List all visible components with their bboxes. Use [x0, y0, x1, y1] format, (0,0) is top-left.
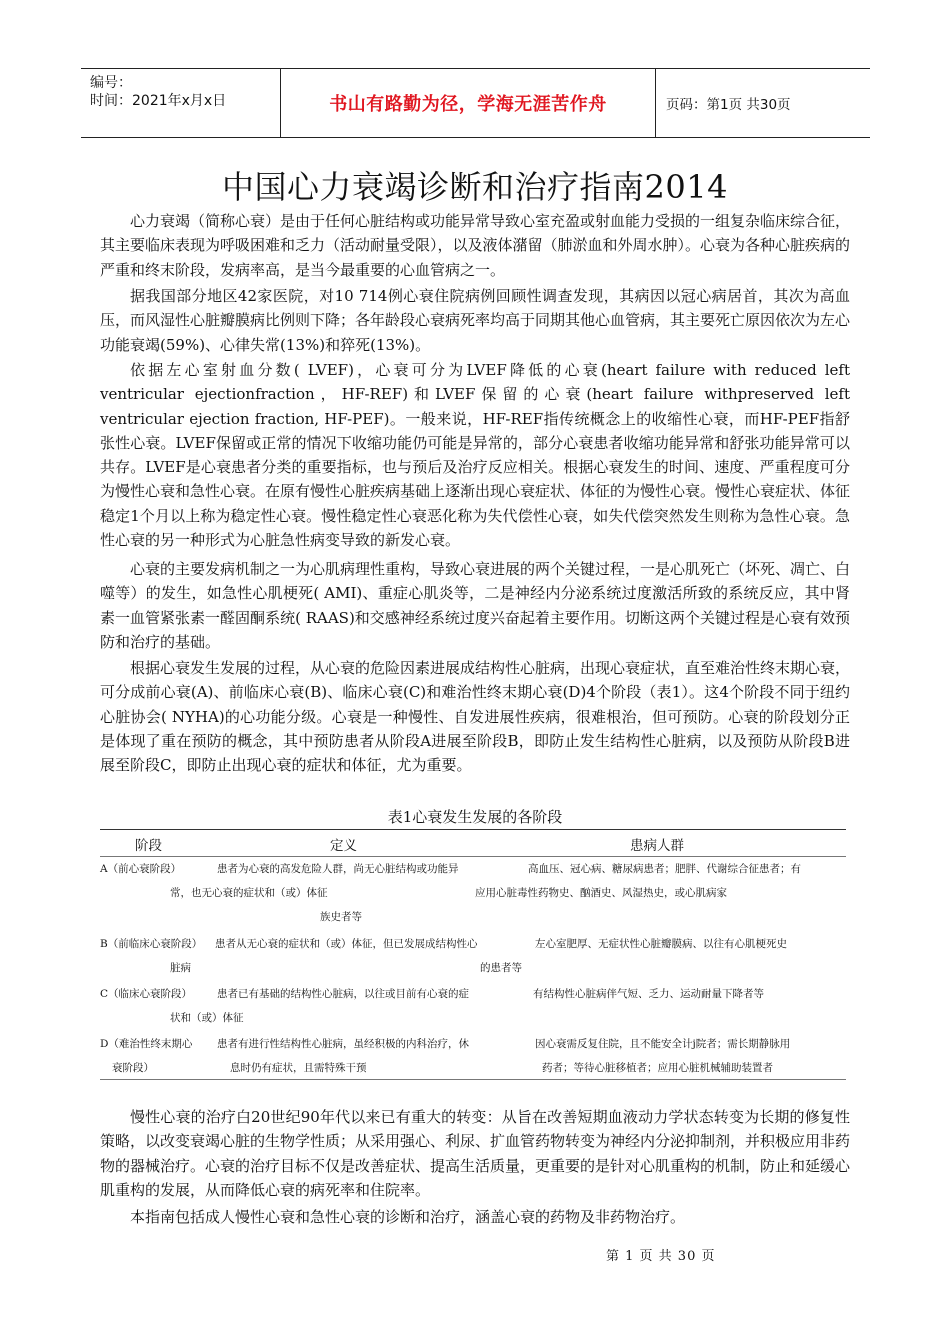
page-header: [81, 68, 870, 138]
document-title: 中国心力衰竭诊断和治疗指南2014: [222, 168, 728, 206]
paragraph-3: 依据左心室射血分数( LVEF)，心衰可分为LVEF降低的心衰(heart failure with reduced left ventricular ejectionfraction，HF-REF)和LVEF保留的心衰(heart failure withpreserved left ventricular ejection fraction, HF-PEF)。一般来说，HF-REF指传统概念上的收缩性心衰，而HF-PEF指舒张性心衰。LVEF保留或正常的情况下收缩功能仍可能是异常的，部分心衰患者收缩功能异常和舒张功能异常可以共存。LVEF是心衰患者分类的重要指标，也与预后及治疗反应相关。根据心衰发生的时间、速度、严重程度可分为慢性心衰和急性心衰。在原有慢性心脏疾病基础上逐渐出现心衰症状、体征的为慢性心衰。慢性心衰症状、体征稳定1个月以上称为稳定性心衰。慢性稳定性心衰恶化称为失代偿性心衰，如失代偿突然发生则称为急性心衰。急性心衰的另一种形式为心脏急性病变导致的新发心衰。: [100, 361, 851, 550]
cell-population-cont: 药者；等待心脏移植者；应用心脏机械辅助装置者: [542, 1062, 773, 1074]
cell-stage-cont: 衰阶段）: [112, 1062, 154, 1074]
cell-stage: A（前心衰阶段）: [100, 863, 182, 875]
paragraph-2: 据我国部分地区42家医院，对10 714例心衰住院病例回顾性调查发现，其病因以冠心病居首，其次为高血压，而风湿性心脏瓣膜病比例则下降；各年龄段心衰病死率均高于同期其他心血管病，其主要死亡原因依次为左心功能衰竭(59%)、心律失常(13%)和猝死(13%)。: [100, 287, 851, 354]
cell-definition: 患者为心衰的高发危险人群，尚无心脏结构或功能异: [217, 863, 459, 875]
table-bottom-rule: [100, 1079, 846, 1080]
cell-population-cont: 应用心脏毒性药物史、酗酒史、风湿热史，或心肌病家: [475, 887, 727, 899]
cell-stage: C（临床心衰阶段）: [100, 988, 193, 1000]
paragraph-1: 心力衰竭（简称心衰）是由于任何心脏结构或功能异常导致心室充盈或射血能力受损的一组复杂临床综合征，其主要临床表现为呼吸困难和乏力（活动耐量受限），以及液体潴留（肺淤血和外周水肿）。心衰为各种心脏疾病的严重和终末阶段，发病率高，是当今最重要的心血管病之一。: [100, 212, 851, 279]
cell-definition: 患者从无心衰的症状和（或）体征，但已发展成结构性心: [215, 938, 478, 950]
header-population: 患病人群: [630, 838, 684, 854]
cell-definition-cont: 息时仍有症状，且需特殊干预: [230, 1062, 367, 1074]
header-page-cell: [656, 69, 870, 137]
cell-stage: D（难治性终末期心: [100, 1038, 193, 1050]
paragraph-7: 本指南包括成人慢性心衰和急性心衰的诊断和治疗，涵盖心衰的药物及非药物治疗。: [130, 1208, 686, 1226]
cell-stage: B（前临床心衰阶段）: [100, 938, 203, 950]
motto: 书山有路勤为径，学海无涯苦作舟: [329, 94, 607, 115]
table-header: [100, 830, 846, 857]
stages-table: [100, 829, 846, 1080]
paragraph-6: 慢性心衰的治疗白20世纪90年代以来已有重大的转变：从旨在改善短期血液动力学状态转变为长期的修复性策略，以改变衰竭心脏的生物学性质；从采用强心、利尿、扩血管药物转变为神经内分泌抑制剂，并积极应用非药物的器械治疗。心衰的治疗目标不仅是改善症状、提高生活质量，更重要的是针对心肌重构的机制，防止和延缓心肌重构的发展，从而降低心衰的病死率和住院率。: [100, 1108, 851, 1199]
cell-definition: 患者有进行性结构性心脏病，虽经积极的内科治疗，休: [217, 1038, 469, 1050]
cell-definition-cont: 常，也无心衰的症状和（或）体征: [170, 887, 328, 899]
cell-population: 有结构性心脏病伴气短、乏力、运动耐量下降者等: [533, 988, 764, 1000]
cell-definition: 患者已有基础的结构性心脏病，以往或目前有心衰的症: [217, 988, 469, 1000]
header-stage: 阶段: [135, 838, 162, 854]
cell-definition-cont: 脏病: [170, 962, 191, 974]
page-label: 页码：第1页 共30页: [666, 97, 791, 113]
header-meta-cell: [81, 69, 281, 137]
cell-definition-cont: 状和（或）体征: [170, 1012, 244, 1024]
date-label: 时间：2021年x月x日: [90, 93, 227, 109]
paragraph-4: 心衰的主要发病机制之一为心肌病理性重构，导致心衰进展的两个关键过程，一是心肌死亡（坏死、凋亡、白噬等）的发生，如急性心肌梗死( AMI)、重症心肌炎等，二是神经内分泌系统过度激活所致的系统反应，其中肾素一血管紧张素一醛固酮系统( RAAS)和交感神经系统过度兴奋起着主要作用。切断这两个关键过程是心衰有效预防和治疗的基础。: [100, 560, 851, 651]
cell-population: 因心衰需反复住院，且不能安全计j院者；需长期静脉用: [535, 1038, 791, 1050]
cell-population-cont: 的患者等: [480, 962, 522, 974]
header-definition: 定义: [330, 838, 357, 854]
table-caption: 表1心衰发生发展的各阶段: [387, 808, 563, 826]
header-motto-cell: [281, 69, 656, 137]
cell-population-cont2: 族史者等: [320, 911, 362, 923]
cell-population: 高血压、冠心病、糖尿病患者；肥胖、代谢综合征患者；有: [528, 863, 801, 875]
page-footer: 第 1 页 共 30 页: [606, 1249, 716, 1264]
code-label: 编号：: [90, 75, 132, 91]
cell-population: 左心室肥厚、无症状性心脏瓣膜病、以往有心肌梗死史: [535, 938, 787, 950]
paragraph-5: 根据心衰发生发展的过程，从心衰的危险因素进展成结构性心脏病，出现心衰症状，直至难治性终末期心衰，可分成前心衰(A)、前临床心衰(B)、临床心衰(C)和难治性终末期心衰(D)4个阶段（表1）。这4个阶段不同于纽约心脏协会( NYHA)的心功能分级。心衰是一种慢性、自发进展性疾病，很难根治，但可预防。心衰的阶段划分正是体现了重在预防的概念，其中预防患者从阶段A进展至阶段B，即防止发生结构性心脏病，以及预防从阶段B进展至阶段C，即防止出现心衰的症状和体征，尤为重要。: [100, 659, 851, 775]
